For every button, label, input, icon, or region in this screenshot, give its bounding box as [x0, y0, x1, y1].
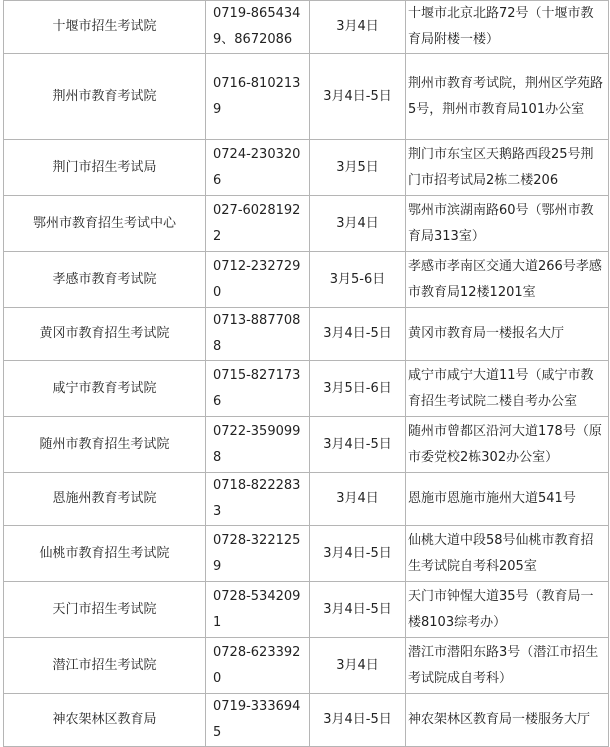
date-cell: 3月4日	[310, 473, 406, 526]
date-cell: 3月5日	[310, 140, 406, 196]
office-name-cell: 荆州市教育考试院	[4, 54, 206, 140]
table-row	[4, 526, 609, 582]
phone-cell: 0722-3590998	[206, 417, 310, 473]
address-cell: 鄂州市滨湖南路60号（鄂州市教育局313室）	[406, 196, 609, 252]
address-cell: 恩施市恩施市施州大道541号	[406, 473, 609, 526]
table-row	[4, 140, 609, 196]
phone-cell: 0728-6233920	[206, 638, 310, 694]
address-cell: 天门市钟惺大道35号（教育局一楼8103综考办）	[406, 582, 609, 638]
phone-cell: 0728-3221259	[206, 526, 310, 582]
office-table	[3, 0, 609, 747]
phone-cell: 0712-2327290	[206, 252, 310, 308]
date-cell: 3月4日-5日	[310, 526, 406, 582]
table-row	[4, 54, 609, 140]
date-cell: 3月4日-5日	[310, 417, 406, 473]
office-name-cell: 潜江市招生考试院	[4, 638, 206, 694]
office-name-cell: 黄冈市教育招生考试院	[4, 308, 206, 361]
office-name-cell: 咸宁市教育考试院	[4, 361, 206, 417]
table-row	[4, 361, 609, 417]
date-cell: 3月4日	[310, 1, 406, 54]
date-cell: 3月5-6日	[310, 252, 406, 308]
phone-cell: 0719-3336945	[206, 694, 310, 747]
address-cell: 荆州市教育考试院，荆州区学苑路5号，荆州市教育局101办公室	[406, 54, 609, 140]
address-cell: 仙桃大道中段58号仙桃市教育招生考试院自考科205室	[406, 526, 609, 582]
phone-cell: 027-60281922	[206, 196, 310, 252]
phone-cell: 0716-8102139	[206, 54, 310, 140]
phone-cell: 0728-5342091	[206, 582, 310, 638]
phone-cell: 0718-8222833	[206, 473, 310, 526]
office-name-cell: 恩施州教育考试院	[4, 473, 206, 526]
office-name-cell: 荆门市招生考试局	[4, 140, 206, 196]
office-name-cell: 天门市招生考试院	[4, 582, 206, 638]
office-name-cell: 孝感市教育考试院	[4, 252, 206, 308]
date-cell: 3月4日-5日	[310, 308, 406, 361]
address-cell: 潜江市潜阳东路3号（潜江市招生考试院成自考科）	[406, 638, 609, 694]
address-cell: 孝感市孝南区交通大道266号孝感市教育局12楼1201室	[406, 252, 609, 308]
table-row	[4, 196, 609, 252]
table-row	[4, 582, 609, 638]
office-name-cell: 十堰市招生考试院	[4, 1, 206, 54]
table-row	[4, 252, 609, 308]
table-row	[4, 694, 609, 747]
phone-cell: 0715-8271736	[206, 361, 310, 417]
table-row	[4, 308, 609, 361]
address-cell: 咸宁市咸宁大道11号（咸宁市教育招生考试院二楼自考办公室	[406, 361, 609, 417]
phone-cell: 0719-8654349、8672086	[206, 1, 310, 54]
address-cell: 黄冈市教育局一楼报名大厅	[406, 308, 609, 361]
office-name-cell: 仙桃市教育招生考试院	[4, 526, 206, 582]
date-cell: 3月4日-5日	[310, 54, 406, 140]
phone-cell: 0724-2303206	[206, 140, 310, 196]
table-row	[4, 417, 609, 473]
address-cell: 荆门市东宝区天鹅路西段25号荆门市招考试局2栋二楼206	[406, 140, 609, 196]
table-row	[4, 638, 609, 694]
date-cell: 3月4日-5日	[310, 582, 406, 638]
address-cell: 神农架林区教育局一楼服务大厅	[406, 694, 609, 747]
table-row	[4, 1, 609, 54]
address-cell: 随州市曾都区沿河大道178号（原市委党校2栋302办公室）	[406, 417, 609, 473]
address-cell: 十堰市北京北路72号（十堰市教育局附楼一楼）	[406, 1, 609, 54]
table-row	[4, 473, 609, 526]
phone-cell: 0713-8877088	[206, 308, 310, 361]
date-cell: 3月5日-6日	[310, 361, 406, 417]
date-cell: 3月4日	[310, 638, 406, 694]
office-name-cell: 鄂州市教育招生考试中心	[4, 196, 206, 252]
office-name-cell: 神农架林区教育局	[4, 694, 206, 747]
date-cell: 3月4日-5日	[310, 694, 406, 747]
office-name-cell: 随州市教育招生考试院	[4, 417, 206, 473]
date-cell: 3月4日	[310, 196, 406, 252]
